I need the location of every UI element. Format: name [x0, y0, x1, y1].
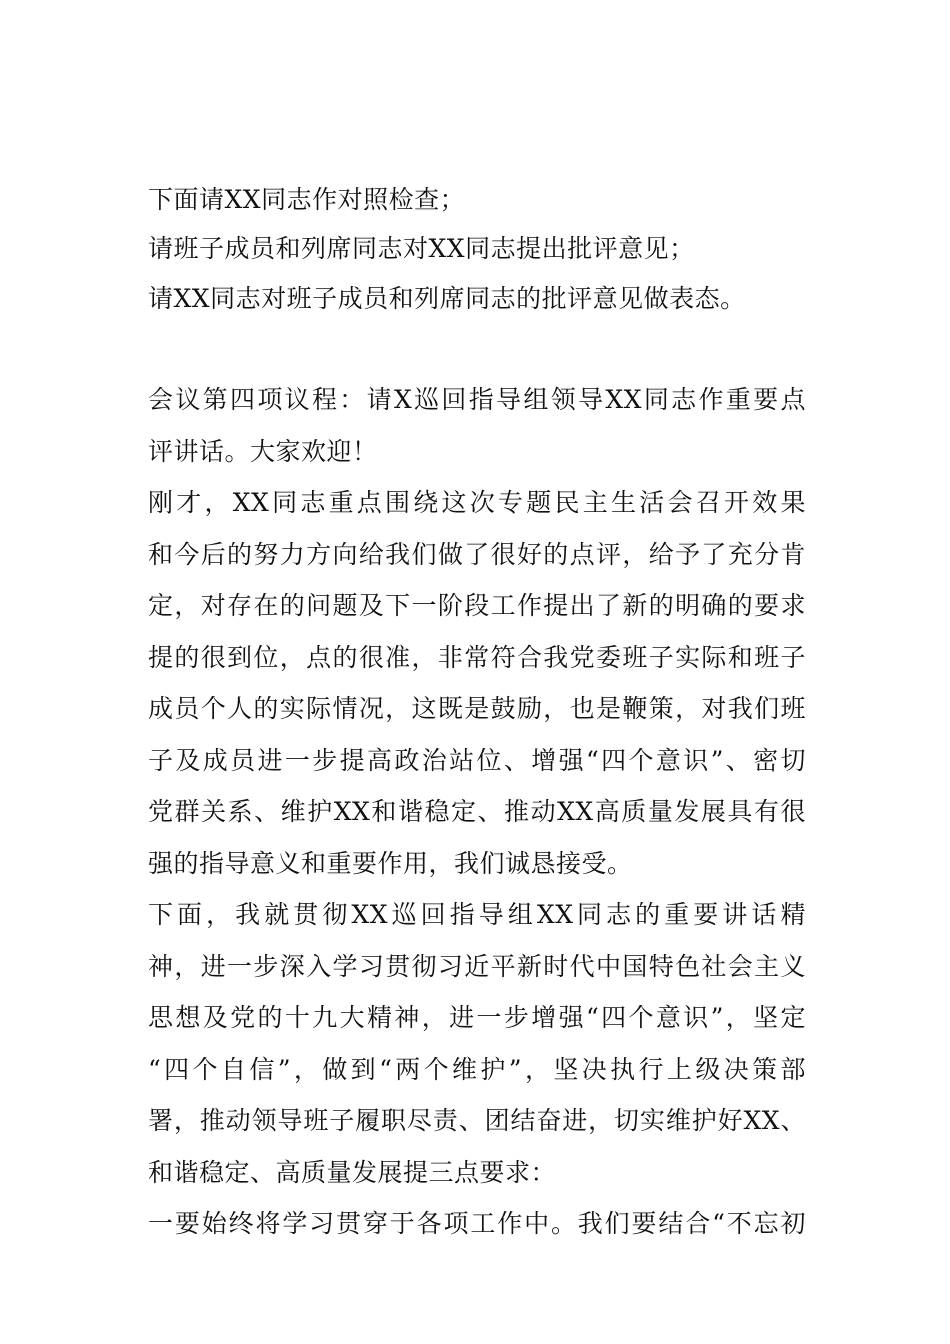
text-line: 下面请XX同志作对照检查；	[148, 185, 466, 214]
text-line: 刚才，XX同志重点围绕这次专题民主生活会召开效果	[148, 488, 806, 517]
text-line: 党群关系、维护XX和谐稳定、推动XX高质量发展具有很	[148, 797, 806, 826]
text-line: 会议第四项议程：请X巡回指导组领导XX同志作重要点	[148, 385, 806, 414]
text-line: “四个自信”，做到“两个维护”，坚决执行上级决策部	[148, 1055, 806, 1084]
text-line: 思想及党的十九大精神，进一步增强“四个意识”，坚定	[148, 1003, 806, 1032]
text-line: 评讲话。大家欢迎！	[148, 437, 378, 466]
text-line: 定，对存在的问题及下一阶段工作提出了新的明确的要求	[148, 591, 806, 620]
text-line: 请班子成员和列席同志对XX同志提出批评意见；	[148, 234, 695, 263]
text-line: 和谐稳定、高质量发展提三点要求：	[148, 1158, 557, 1187]
text-line: 神，进一步深入学习贯彻习近平新时代中国特色社会主义	[148, 952, 806, 981]
text-line: 一要始终将学习贯穿于各项工作中。我们要结合“不忘初	[148, 1209, 806, 1238]
text-line: 成员个人的实际情况，这既是鼓励，也是鞭策，对我们班	[148, 694, 806, 723]
text-line: 和今后的努力方向给我们做了很好的点评，给予了充分肯	[148, 540, 806, 569]
text-line: 子及成员进一步提高政治站位、增强“四个意识”、密切	[148, 746, 806, 775]
text-line: 请XX同志对班子成员和列席同志的批评意见做表态。	[148, 284, 746, 313]
text-line: 署，推动领导班子履职尽责、团结奋进，切实维护好XX、	[148, 1106, 806, 1135]
text-line: 下面，我就贯彻XX巡回指导组XX同志的重要讲话精	[148, 900, 806, 929]
text-line: 提的很到位，点的很准，非常符合我党委班子实际和班子	[148, 643, 806, 672]
text-line: 强的指导意义和重要作用，我们诚恳接受。	[148, 849, 633, 878]
